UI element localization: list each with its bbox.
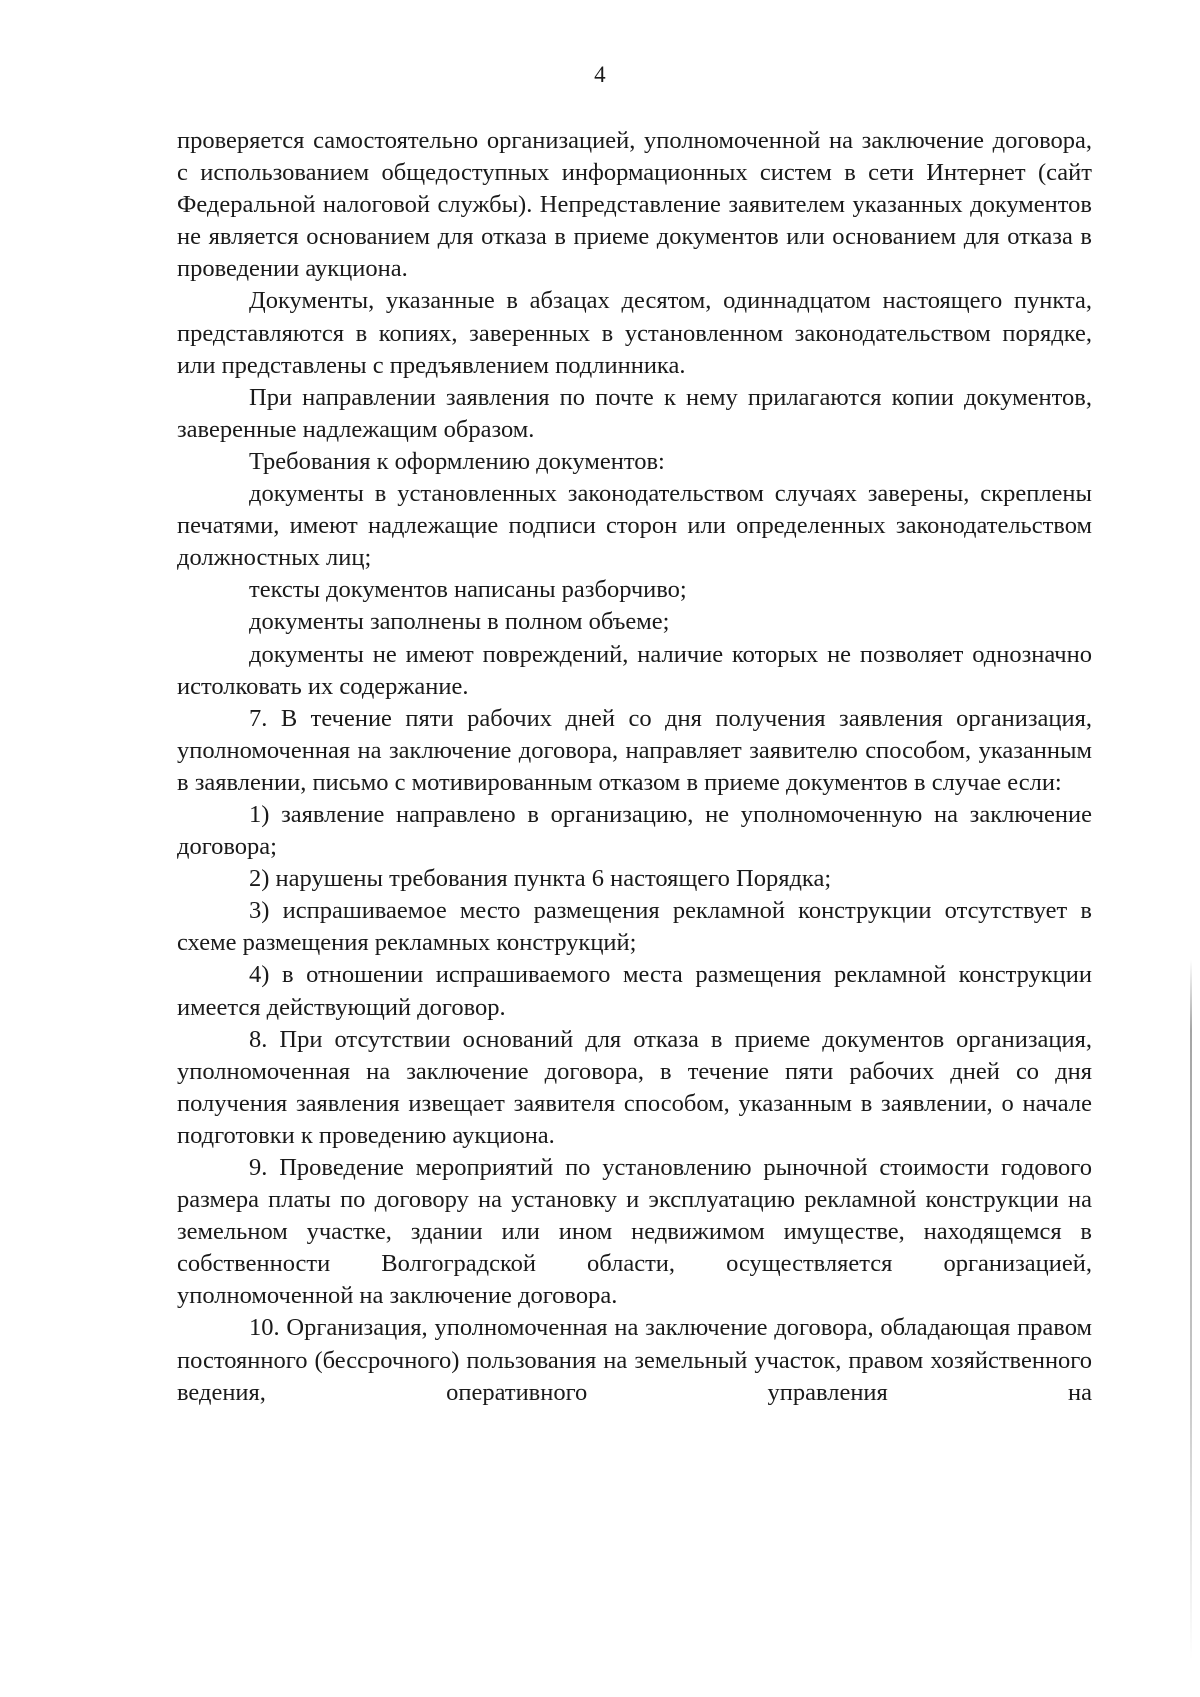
paragraph-item-7-3: 3) испрашиваемое место размещения рекламной конструкции отсутствует в схеме размещения рекламных конструкций; [177, 897, 1092, 957]
paragraph-item-7-2: 2) нарушены требования пункта 6 настоящего Порядка; [249, 865, 832, 893]
paragraph-requirements-heading: Требования к оформлению документов: [249, 447, 665, 475]
document-body [177, 125, 1092, 1409]
page-number: 4 [594, 62, 606, 87]
paragraph-continuation: проверяется самостоятельно организацией, уполномоченной на заключение договора, с использованием общедоступных информационных систем в сети Интернет (сайт Федеральной налоговой службы). Непредставление заявителем указанных документов не является основанием для отказа в приеме документов или основанием для отказа в проведении аукциона. [177, 127, 1092, 283]
paragraph-item-7-1: 1) заявление направлено в организацию, не уполномоченную на заключение договора; [177, 800, 1092, 861]
paragraph-item-7-4: 4) в отношении испрашиваемого места размещения рекламной конструкции имеется действующий договор. [177, 961, 1092, 1021]
paragraph-item-7: 7. В течение пяти рабочих дней со дня получения заявления организация, уполномоченная на заключение договора, направляет заявителю способом, указанным в заявлении, письмо с мотивированным отказом в приеме документов в случае если: [177, 704, 1092, 796]
paragraph-requirement-legible: тексты документов написаны разборчиво; [249, 576, 687, 604]
paragraph-item-9: 9. Проведение мероприятий по установлению рыночной стоимости годового размера платы по договору на установку и эксплуатацию рекламной конструкции на земельном участке, здании или ином недвижимом имуществе, находящемся в собственности Волгоградской области, осуществляется организацией, уполномоченной на заключение договора. [177, 1154, 1092, 1310]
paragraph-requirement-certified: документы в установленных законодательством случаях заверены, скреплены печатями, имеют надлежащие подписи сторон или определенных законодательством должностных лиц; [177, 480, 1092, 572]
paragraph-requirement-undamaged: документы не имеют повреждений, наличие которых не позволяет однозначно истолковать их содержание. [177, 640, 1092, 700]
paragraph-copies: Документы, указанные в абзацах десятом, одиннадцатом настоящего пункта, представляются в копиях, заверенных в установленном законодательством порядке, или представлены с предъявлением подлинника. [177, 287, 1092, 379]
paragraph-item-8: 8. При отсутствии оснований для отказа в приеме документов организация, уполномоченная на заключение договора, в течение пяти рабочих дней со дня получения заявления извещает заявителя способом, указанным в заявлении, о начале подготовки к проведению аукциона. [177, 1025, 1092, 1149]
paragraph-item-10: 10. Организация, уполномоченная на заключение договора, обладающая правом постоянного (бессрочного) пользования на земельный участок, правом хозяйственного ведения, оперативного управления на [177, 1314, 1092, 1406]
scan-edge-shadow [1190, 960, 1192, 1660]
paragraph-mail: При направлении заявления по почте к нему прилагаются копии документов, заверенные надлежащим образом. [177, 383, 1092, 443]
paragraph-requirement-complete: документы заполнены в полном объеме; [249, 608, 670, 636]
